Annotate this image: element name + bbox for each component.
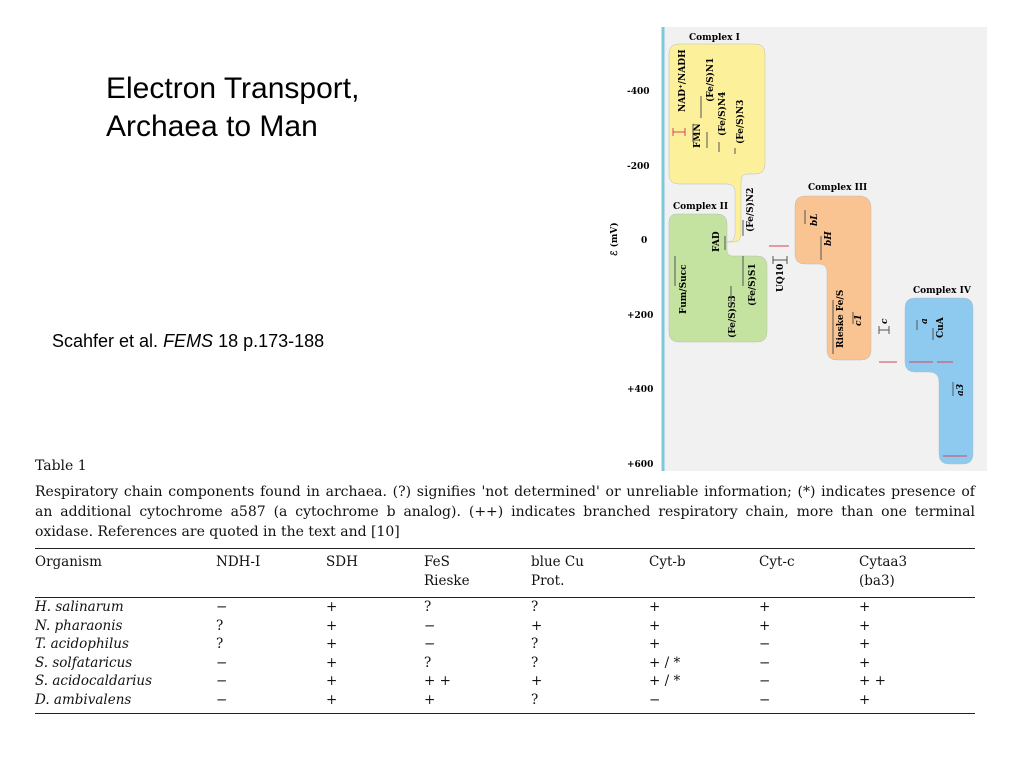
table-cell: ? xyxy=(531,599,539,615)
table-cell: ? xyxy=(424,599,432,615)
table-cell: + xyxy=(859,654,871,671)
slide-title xyxy=(106,70,359,146)
a-label: a xyxy=(920,318,930,324)
cua-label: CuA xyxy=(936,317,946,338)
table-cell: − xyxy=(759,636,771,652)
fes-n4-label: (Fe/S)N4 xyxy=(718,91,728,136)
fes-n1-label: (Fe/S)N1 xyxy=(706,57,716,102)
y-tick-label: +400 xyxy=(627,385,654,395)
title-line-2: Archaea to Man xyxy=(106,110,318,143)
table-cell: ? xyxy=(216,636,224,652)
c1-label: c1 xyxy=(854,314,864,326)
y-tick-label: +600 xyxy=(627,460,654,470)
table-cell: + xyxy=(859,599,871,615)
table-cell: + + xyxy=(859,673,886,689)
cytochrome-c-label: c xyxy=(880,318,890,324)
fad-label: FAD xyxy=(712,231,722,252)
table-row xyxy=(35,617,975,636)
bh-label: bH xyxy=(824,231,834,246)
table-cell: ? xyxy=(216,617,224,634)
fes-n2-label: (Fe/S)N2 xyxy=(746,187,756,232)
table-cell: ? xyxy=(531,636,539,652)
table-cell: − xyxy=(759,654,771,671)
table-row xyxy=(35,598,975,617)
nad-nadh-label: NAD⁺/NADH xyxy=(678,49,688,112)
table-cell: − xyxy=(216,599,228,615)
table-cell: − xyxy=(216,691,326,714)
citation-journal: FEMS xyxy=(163,331,214,351)
citation-author: Scahfer et al. xyxy=(52,331,164,351)
table-row xyxy=(35,672,975,691)
fmn-label: FMN xyxy=(693,123,703,148)
table-cell: + / * xyxy=(649,673,681,689)
table-cell: + xyxy=(759,599,771,615)
fum-succ-label: Fum/Succ xyxy=(679,264,689,314)
table-cell: + xyxy=(649,636,661,652)
table-cell: + xyxy=(531,617,543,634)
redox-potential-figure xyxy=(597,24,987,472)
complex-4-label: Complex IV xyxy=(913,286,971,296)
fes-n3-label: (Fe/S)N3 xyxy=(736,99,746,144)
table-cell-organism: S. solfataricus xyxy=(35,654,133,671)
table-row xyxy=(35,635,975,654)
table-cell: − xyxy=(424,636,436,652)
table-cell: + xyxy=(759,617,771,634)
table-cell: ? xyxy=(531,654,539,671)
table-cell: + + xyxy=(424,673,451,689)
col-header-blue-cu: blue Cu Prot. xyxy=(531,549,649,598)
col-header-fes: FeS Rieske xyxy=(424,549,531,598)
a3-label: a3 xyxy=(956,383,966,396)
table-cell-organism: N. pharaonis xyxy=(35,617,123,634)
table-cell-organism: H. salinarum xyxy=(35,599,124,615)
y-tick-label: 0 xyxy=(641,236,648,246)
bl-label: bL xyxy=(810,213,820,226)
table-cell: + xyxy=(326,673,338,689)
table-cell: + xyxy=(326,617,338,634)
citation-rest: 18 p.173-188 xyxy=(213,331,325,351)
table-row xyxy=(35,654,975,673)
table-cell: + xyxy=(859,617,871,634)
fes-s3-label: (Fe/S)S3 xyxy=(728,295,738,338)
table-cell: − xyxy=(424,617,436,634)
col-header-cyt-c: Cyt-c xyxy=(759,549,859,598)
table-cell: − xyxy=(216,673,228,689)
table-cell-organism: T. acidophilus xyxy=(35,636,129,652)
y-axis-label: ℰ (mV) xyxy=(610,222,620,256)
rieske-label: Rieske Fe/S xyxy=(836,289,846,348)
table-cell-organism: D. ambivalens xyxy=(35,691,216,714)
respiratory-chain-table xyxy=(35,548,975,714)
table-cell: + xyxy=(326,599,338,615)
col-header-ndh: NDH-I xyxy=(216,549,326,598)
y-tick-label: -400 xyxy=(627,87,650,97)
table-cell: + xyxy=(326,654,338,671)
fes-s1-label: (Fe/S)S1 xyxy=(748,263,758,306)
complex-3-label: Complex III xyxy=(808,183,868,193)
y-tick-label: +200 xyxy=(627,311,654,321)
col-header-cyt-b: Cyt-b xyxy=(649,549,759,598)
complex-1-label: Complex I xyxy=(689,33,740,43)
table-cell: + xyxy=(531,673,543,689)
col-header-organism: Organism xyxy=(35,549,216,598)
citation xyxy=(52,331,324,352)
table-cell: − xyxy=(759,673,771,689)
table-cell: + xyxy=(859,636,871,652)
table-cell-organism: S. acidocaldarius xyxy=(35,673,153,689)
table-label: Table 1 xyxy=(35,458,87,474)
table-caption: Respiratory chain components found in archaea. (?) signifies 'not determined' or unreliable information; (*) indicates presence of an additional cytochrome a587 (a cytochrome b analog). (++) indicates branched respiratory chain, more than one terminal oxidase. References are quoted in the text and [10] xyxy=(35,484,975,540)
table-cell: ? xyxy=(424,654,432,671)
table-cell: + / * xyxy=(649,654,681,671)
table-cell: + xyxy=(649,599,661,615)
col-header-sdh: SDH xyxy=(326,549,424,598)
table-cell: − xyxy=(649,691,759,714)
table-cell: − xyxy=(759,691,859,714)
table-cell: + xyxy=(859,691,975,714)
col-header-cytaa3: Cytaa3 (ba3) xyxy=(859,549,975,598)
table-cell: + xyxy=(424,691,531,714)
table-cell: − xyxy=(216,654,228,671)
table-row xyxy=(35,691,975,714)
table-cell: + xyxy=(326,691,424,714)
complex-2-label: Complex II xyxy=(673,202,729,212)
table-header-row xyxy=(35,549,975,598)
title-line-1: Electron Transport, xyxy=(106,72,360,105)
y-tick-label: -200 xyxy=(627,162,650,172)
uq10-label: UQ10 xyxy=(776,263,786,292)
table-cell: + xyxy=(649,617,661,634)
table-cell: ? xyxy=(531,691,649,714)
table-cell: + xyxy=(326,636,338,652)
